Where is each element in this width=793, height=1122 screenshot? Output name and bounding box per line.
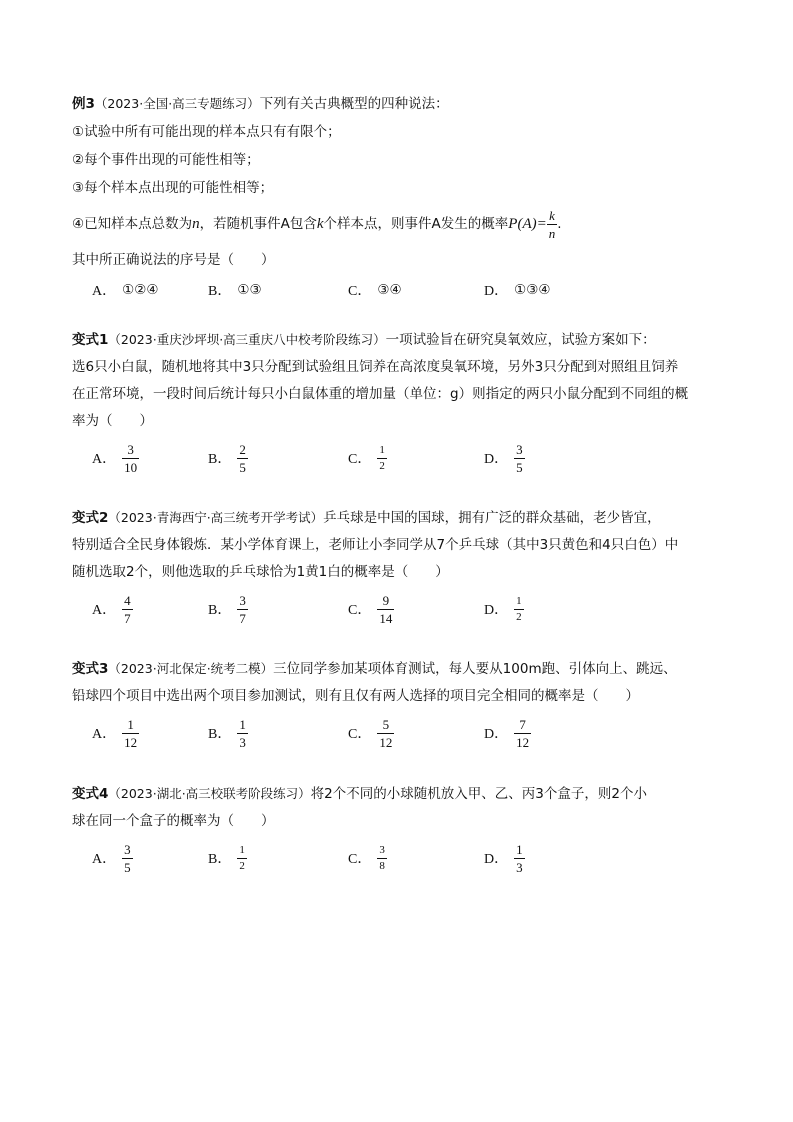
v1-source: （2023·重庆沙坪坝·高三重庆八中校考阶段练习） bbox=[108, 332, 386, 347]
ex3-formula-den: n bbox=[548, 225, 556, 241]
fraction-num: 4 bbox=[124, 592, 131, 608]
v2-heading-line bbox=[72, 508, 661, 528]
option-fraction bbox=[377, 445, 387, 472]
option-letter: D． bbox=[484, 284, 509, 299]
fraction-num: 3 bbox=[516, 441, 523, 457]
fraction-num: 3 bbox=[239, 592, 246, 608]
ex3-formula-num: k bbox=[549, 207, 555, 223]
option-value: ③④ bbox=[377, 282, 402, 298]
fraction-den: 10 bbox=[124, 459, 138, 475]
option-value: ①③④ bbox=[514, 282, 551, 298]
v3-options bbox=[92, 713, 652, 753]
v1-label: 变式1 bbox=[72, 332, 109, 348]
fraction-num: 1 bbox=[379, 443, 385, 456]
ex3-options bbox=[92, 270, 652, 310]
option-fraction bbox=[514, 718, 531, 749]
fraction-den: 7 bbox=[124, 610, 131, 626]
option-letter: A． bbox=[92, 852, 117, 867]
option-fraction bbox=[237, 718, 248, 749]
ex3-question: 其中所正确说法的序号是（ ） bbox=[72, 252, 275, 268]
ex3-s4-k: k bbox=[316, 216, 324, 232]
v4-line1: 将2个不同的小球随机放入甲、乙、丙3个盒子，则2个小 bbox=[310, 786, 647, 802]
v3-option-b[interactable] bbox=[208, 713, 248, 753]
option-fraction bbox=[377, 718, 394, 749]
v1-line2: 选6只小白鼠，随机地将其中3只分配到试验组且饲养在高浓度臭氧环境，另外3只分配到对照组且饲养 bbox=[72, 359, 679, 375]
fraction-num: 1 bbox=[516, 841, 523, 857]
v2-line1: 乒乓球是中国的国球，拥有广泛的群众基础，老少皆宜， bbox=[323, 510, 661, 526]
option-fraction bbox=[514, 596, 524, 623]
v4-option-a[interactable] bbox=[92, 838, 133, 878]
option-letter: B． bbox=[208, 603, 232, 618]
ex3-statement-3: ③每个样本点出现的可能性相等； bbox=[72, 180, 274, 196]
ex3-s4-end: . bbox=[557, 216, 562, 232]
fraction-den: 3 bbox=[516, 859, 523, 875]
fraction-den: 12 bbox=[124, 734, 138, 750]
v4-options bbox=[92, 838, 652, 878]
v1-options bbox=[92, 438, 652, 478]
v3-source: （2023·河北保定·统考二模） bbox=[108, 661, 274, 676]
v1-option-c[interactable] bbox=[348, 438, 387, 478]
v2-option-a[interactable] bbox=[92, 589, 133, 629]
ex3-formula-lhs: P(A)= bbox=[508, 216, 547, 232]
ex3-label: 例3 bbox=[72, 96, 95, 112]
v4-line2: 球在同一个盒子的概率为（ ） bbox=[72, 813, 275, 829]
fraction-num: 1 bbox=[239, 843, 245, 856]
v1-line1: 一项试验旨在研究臭氧效应，试验方案如下： bbox=[385, 332, 656, 348]
v4-label: 变式4 bbox=[72, 786, 109, 802]
v2-option-b[interactable] bbox=[208, 589, 248, 629]
v4-option-b[interactable] bbox=[208, 838, 247, 878]
ex3-formula-fraction bbox=[547, 209, 558, 240]
ex3-statement-4 bbox=[72, 206, 562, 242]
fraction-den: 7 bbox=[239, 610, 246, 626]
option-letter: B． bbox=[208, 452, 232, 467]
option-value: ①②④ bbox=[122, 282, 159, 298]
fraction-num: 5 bbox=[382, 716, 390, 732]
fraction-num: 1 bbox=[239, 716, 246, 732]
v2-option-d[interactable] bbox=[484, 589, 524, 629]
fraction-num: 3 bbox=[379, 843, 385, 856]
fraction-num: 3 bbox=[124, 841, 131, 857]
v2-source: （2023·青海西宁·高三统考开学考试） bbox=[108, 510, 324, 525]
v1-option-d[interactable] bbox=[484, 438, 525, 478]
v3-heading-line bbox=[72, 659, 677, 679]
v4-heading-line bbox=[72, 784, 647, 804]
v3-label: 变式3 bbox=[72, 661, 109, 677]
option-fraction bbox=[377, 845, 387, 872]
option-letter: C． bbox=[348, 727, 372, 742]
option-letter: A． bbox=[92, 452, 117, 467]
fraction-den: 12 bbox=[516, 734, 530, 750]
ex3-source: （2023·全国·高三专题练习） bbox=[94, 96, 260, 111]
option-letter: D． bbox=[484, 727, 509, 742]
option-value: ①③ bbox=[237, 282, 262, 298]
option-letter: B． bbox=[208, 852, 232, 867]
option-fraction bbox=[514, 443, 525, 474]
fraction-den: 2 bbox=[239, 859, 245, 872]
option-letter: D． bbox=[484, 452, 509, 467]
ex3-s4-n: n bbox=[192, 216, 200, 232]
v2-line2: 特别适合全民身体锻炼．某小学体育课上，老师让小李同学从7个乒乓球（其中3只黄色和4只白色）中 bbox=[72, 537, 679, 553]
fraction-den: 2 bbox=[516, 610, 522, 623]
v2-label: 变式2 bbox=[72, 510, 109, 526]
fraction-num: 2 bbox=[239, 441, 246, 457]
v1-line4: 率为（ ） bbox=[72, 413, 153, 429]
ex3-option-a[interactable] bbox=[92, 270, 158, 310]
option-letter: A． bbox=[92, 727, 117, 742]
v2-option-c[interactable] bbox=[348, 589, 394, 629]
v2-line3: 随机选取2个，则他选取的乒乓球恰为1黄1白的概率是（ ） bbox=[72, 564, 449, 580]
fraction-num: 1 bbox=[127, 716, 134, 732]
option-fraction bbox=[237, 443, 248, 474]
option-fraction bbox=[377, 594, 394, 625]
fraction-num: 3 bbox=[127, 441, 134, 457]
fraction-den: 8 bbox=[379, 859, 385, 872]
option-letter: A． bbox=[92, 603, 117, 618]
ex3-option-c[interactable] bbox=[348, 270, 402, 310]
option-fraction bbox=[122, 843, 133, 874]
option-letter: B． bbox=[208, 727, 232, 742]
v2-options bbox=[92, 589, 652, 629]
v1-heading-line bbox=[72, 330, 656, 350]
option-letter: A． bbox=[92, 284, 117, 299]
v3-option-a[interactable] bbox=[92, 713, 139, 753]
fraction-den: 14 bbox=[379, 610, 393, 626]
ex3-heading-line bbox=[72, 94, 449, 114]
fraction-den: 5 bbox=[124, 859, 131, 875]
v4-source: （2023·湖北·高三校联考阶段练习） bbox=[108, 786, 311, 801]
fraction-den: 2 bbox=[379, 459, 385, 472]
ex3-option-b[interactable] bbox=[208, 270, 262, 310]
v3-line2: 铅球四个项目中选出两个项目参加测试，则有且仅有两人选择的项目完全相同的概率是（ ） bbox=[72, 688, 639, 704]
ex3-s4-part-a: ④已知样本点总数为 bbox=[72, 216, 193, 232]
option-letter: D． bbox=[484, 603, 509, 618]
option-fraction bbox=[122, 443, 139, 474]
ex3-option-d[interactable] bbox=[484, 270, 550, 310]
fraction-num: 7 bbox=[519, 716, 526, 732]
v3-line1: 三位同学参加某项体育测试，每人要从100m跑、引体向上、跳远、 bbox=[273, 661, 677, 677]
option-fraction bbox=[237, 845, 247, 872]
v1-option-a[interactable] bbox=[92, 438, 139, 478]
ex3-statement-2: ②每个事件出现的可能性相等； bbox=[72, 152, 260, 168]
fraction-den: 3 bbox=[239, 734, 246, 750]
fraction-num: 9 bbox=[382, 592, 390, 608]
option-letter: B． bbox=[208, 284, 232, 299]
ex3-statement-1: ①试验中所有可能出现的样本点只有有限个； bbox=[72, 124, 341, 140]
v3-option-d[interactable] bbox=[484, 713, 531, 753]
option-letter: D． bbox=[484, 852, 509, 867]
fraction-den: 5 bbox=[516, 459, 523, 475]
ex3-s4-part-b: ，若随机事件A包含 bbox=[199, 216, 317, 232]
option-fraction bbox=[514, 843, 525, 874]
option-letter: C． bbox=[348, 452, 372, 467]
option-fraction bbox=[237, 594, 248, 625]
option-fraction bbox=[122, 594, 133, 625]
option-fraction bbox=[122, 718, 139, 749]
v4-option-c[interactable] bbox=[348, 838, 387, 878]
option-letter: C． bbox=[348, 603, 372, 618]
option-letter: C． bbox=[348, 852, 372, 867]
fraction-den: 12 bbox=[379, 734, 393, 750]
ex3-text: 下列有关古典概型的四种说法： bbox=[259, 96, 449, 112]
fraction-den: 5 bbox=[239, 459, 246, 475]
ex3-s4-part-c: 个样本点，则事件A发生的概率 bbox=[323, 216, 509, 232]
option-letter: C． bbox=[348, 284, 372, 299]
v4-option-d[interactable] bbox=[484, 838, 525, 878]
v1-option-b[interactable] bbox=[208, 438, 248, 478]
fraction-num: 1 bbox=[516, 594, 522, 607]
v1-line3: 在正常环境，一段时间后统计每只小白鼠体重的增加量（单位：g）则指定的两只小鼠分配到不同组的概 bbox=[72, 386, 689, 402]
v3-option-c[interactable] bbox=[348, 713, 394, 753]
